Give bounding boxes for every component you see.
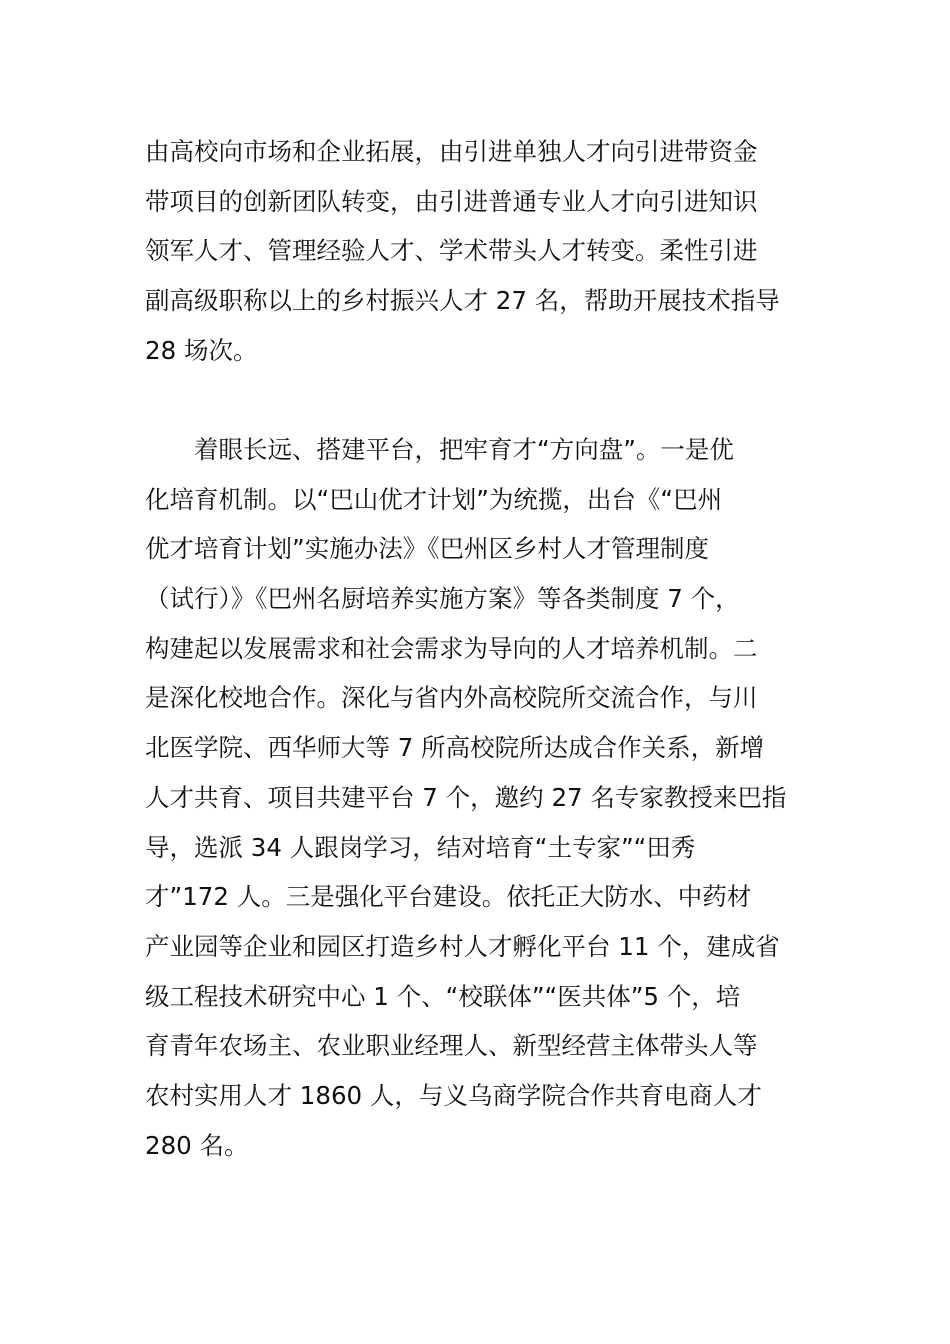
text-line: 领军人才、管理经验人才、学术带头人才转变。柔性引进: [145, 236, 758, 266]
paragraph-talent-cultivation: [145, 425, 815, 1170]
text-line: 级工程技术研究中心 1 个、“校联体”“医共体”5 个，培: [145, 981, 741, 1011]
text-line: 北医学院、西华师大等 7 所高校院所达成合作关系，新增: [145, 733, 765, 763]
text-line: 28 场次。: [145, 335, 258, 365]
text-line: 才”172 人。三是强化平台建设。依托正大防水、中药材: [145, 882, 752, 912]
text-line: （试行）》《巴州名厨培养实施方案》等各类制度 7 个，: [145, 584, 740, 614]
text-line: 带项目的创新团队转变，由引进普通专业人才向引进知识: [145, 186, 758, 216]
text-line: 由高校向市场和企业拓展，由引进单独人才向引进带资金: [145, 137, 758, 166]
paragraph-talent-introduction: [145, 127, 815, 375]
text-line: 育青年农场主、农业职业经理人、新型经营主体带头人等: [145, 1031, 758, 1061]
text-line: 副高级职称以上的乡村振兴人才 27 名，帮助开展技术指导: [145, 286, 780, 316]
text-line: 构建起以发展需求和社会需求为导向的人才培养机制。二: [145, 633, 758, 663]
text-line: 着眼长远、搭建平台，把牢育才“方向盘”。一是优: [145, 435, 734, 464]
text-line: 导，选派 34 人跟岗学习，结对培育“土专家”“田秀: [145, 832, 696, 862]
text-line: 产业园等企业和园区打造乡村人才孵化平台 11 个，建成省: [145, 931, 780, 961]
text-line: 化培育机制。以“巴山优才计划”为统揽，出台《“巴州: [145, 484, 723, 514]
text-line: 人才共育、项目共建平台 7 个，邀约 27 名专家教授来巴指: [145, 782, 787, 812]
text-line: 农村实用人才 1860 人，与义乌商学院合作共育电商人才: [145, 1080, 762, 1110]
text-line: 280 名。: [145, 1130, 249, 1160]
text-line: 优才培育计划”实施办法》《巴州区乡村人才管理制度: [145, 534, 709, 564]
text-line: 是深化校地合作。深化与省内外高校院所交流合作，与川: [145, 683, 758, 713]
